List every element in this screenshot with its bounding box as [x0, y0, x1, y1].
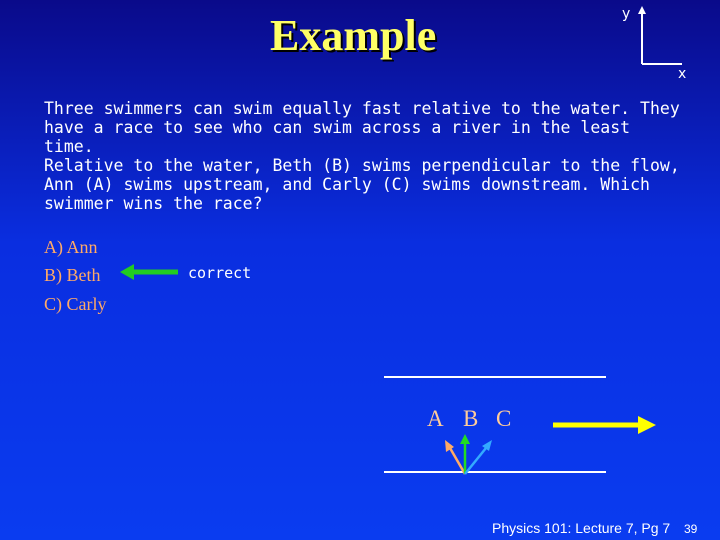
question-line: swimmer wins the race? — [44, 194, 263, 213]
swimmer-c-label: C — [496, 406, 512, 431]
footer-text: Physics 101: Lecture 7, Pg 7 — [492, 520, 671, 536]
correct-arrow-icon — [120, 264, 178, 280]
correct-label: correct — [188, 264, 252, 282]
swimmer-b-label: B — [463, 406, 479, 431]
choice-b: B) Beth — [44, 265, 101, 285]
y-axis-label: y — [622, 6, 631, 22]
swimmer-a-label: A — [427, 406, 444, 431]
arrow-c-icon — [465, 440, 492, 474]
flow-arrow-icon — [553, 416, 656, 434]
slide-title: Example — [270, 11, 437, 60]
choice-a: A) Ann — [44, 237, 98, 257]
question-line: Relative to the water, Beth (B) swims perpendicular to the flow, — [44, 156, 680, 175]
page-number: 39 — [684, 522, 698, 536]
arrow-a-icon — [445, 440, 465, 474]
x-axis-label: x — [678, 66, 687, 82]
choice-c: C) Carly — [44, 294, 107, 314]
question-line: have a race to see who can swim across a river in the least time. — [44, 118, 631, 156]
question-line: Three swimmers can swim equally fast relative to the water. They — [44, 99, 680, 118]
question-line: Ann (A) swims upstream, and Carly (C) swims downstream. Which — [44, 175, 650, 194]
